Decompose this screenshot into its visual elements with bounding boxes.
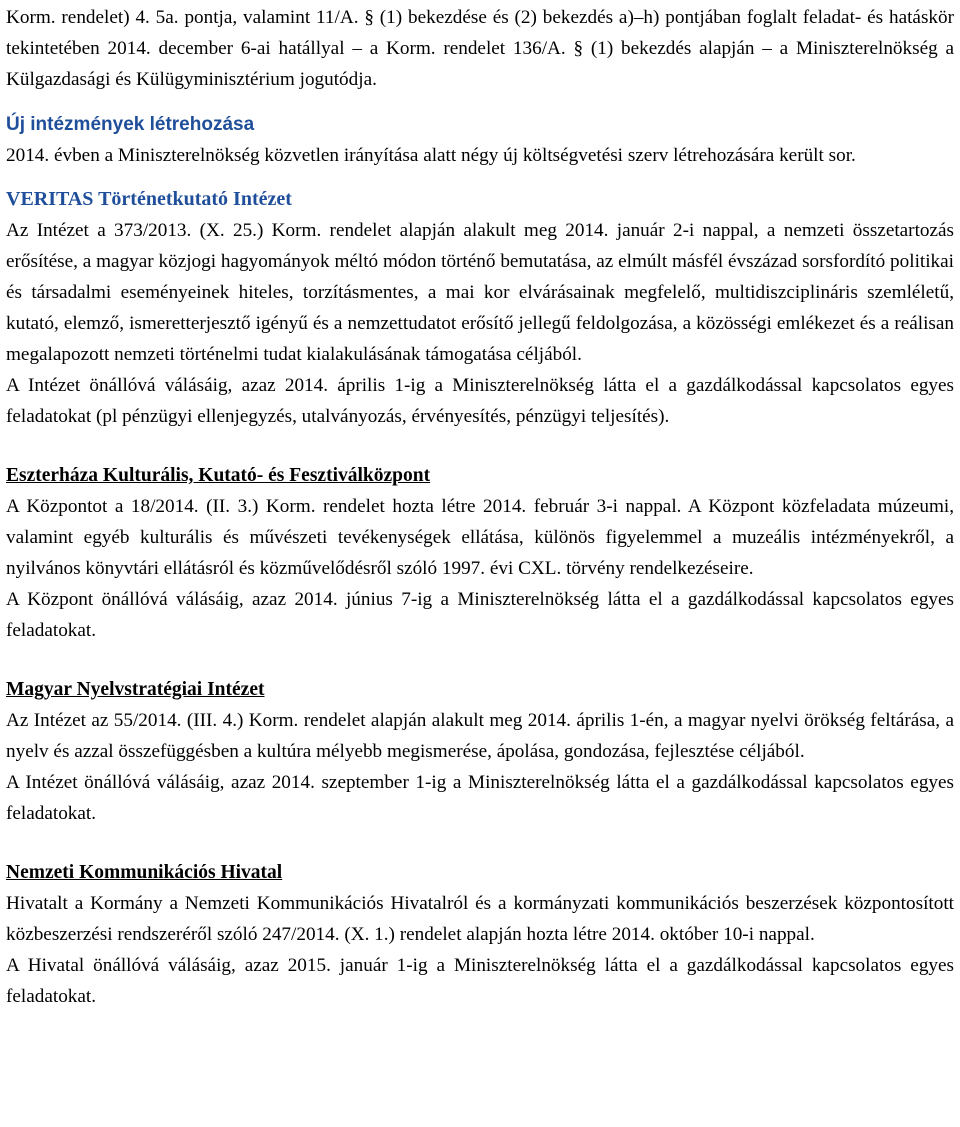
nyelvstrategiai-paragraph-1: Az Intézet az 55/2014. (III. 4.) Korm. rendelet alapján alakult meg 2014. április 1-én, a magyar nyelvi örökség feltárása, a nyelv és azzal összefüggésben a kultúra mélyebb megismerése, ápolása, gondozása, fejlesztése céljából. [6, 710, 954, 762]
section-heading-new-institutions: Új intézmények létrehozása [6, 114, 255, 135]
section-heading-nkoh: Nemzeti Kommunikációs Hivatal [6, 862, 283, 883]
veritas-paragraph-2: A Intézet önállóvá válásáig, azaz 2014. április 1-ig a Miniszterelnökség látta el a gazdálkodással kapcsolatos egyes feladatokat (pl pénzügyi ellenjegyzés, utalványozás, érvényesítés, pénzügyi teljesítés). [6, 375, 954, 427]
section-heading-veritas: VERITAS Történetkutató Intézet [6, 188, 292, 210]
new-institutions-paragraph: 2014. évben a Miniszterelnökség közvetlen irányítása alatt négy új költségvetési szerv létrehozására került sor. [6, 145, 856, 166]
intro-paragraph: Korm. rendelet) 4. 5a. pontja, valamint 11/A. § (1) bekezdése és (2) bekezdés a)–h) pontjában foglalt feladat- és hatáskör tekintetében 2014. december 6-ai hatállyal – a Korm. rendelet 136/A. § (1) bekezdés alapján – a Miniszterelnökség a Külgazdasági és Külügyminisztérium jogutódja. [6, 7, 954, 90]
eszterhaza-paragraph-1: A Központot a 18/2014. (II. 3.) Korm. rendelet hozta létre 2014. február 3-i nappal. A Központ közfeladata múzeumi, valamint egyéb kulturális és művészeti tevékenységek ellátása, különös figyelemmel a muzeális intézményekről, a nyilvános könyvtári ellátásról és közművelődésről szóló 1997. évi CXL. törvény rendelkezéseire. [6, 496, 954, 579]
nkoh-paragraph-2: A Hivatal önállóvá válásáig, azaz 2015. január 1-ig a Miniszterelnökség látta el a gazdálkodással kapcsolatos egyes feladatokat. [6, 955, 954, 1007]
section-heading-nyelvstrategiai: Magyar Nyelvstratégiai Intézet [6, 679, 265, 700]
nyelvstrategiai-paragraph-2: A Intézet önállóvá válásáig, azaz 2014. szeptember 1-ig a Miniszterelnökség látta el a gazdálkodással kapcsolatos egyes feladatokat. [6, 772, 954, 824]
nkoh-paragraph-1: Hivatalt a Kormány a Nemzeti Kommunikációs Hivatalról és a kormányzati kommunikációs beszerzések központosított közbeszerzési rendszeréről szóló 247/2014. (X. 1.) rendelet alapján hozta létre 2014. október 10-i nappal. [6, 893, 954, 945]
section-heading-eszterhaza: Eszterháza Kulturális, Kutató- és Fesztiválközpont [6, 465, 431, 486]
document-page [0, 2, 960, 1127]
eszterhaza-paragraph-2: A Központ önállóvá válásáig, azaz 2014. június 7-ig a Miniszterelnökség látta el a gazdálkodással kapcsolatos egyes feladatokat. [6, 589, 954, 641]
veritas-paragraph-1: Az Intézet a 373/2013. (X. 25.) Korm. rendelet alapján alakult meg 2014. január 2-i nappal, a nemzeti összetartozás erősítése, a magyar közjogi hagyományok méltó módon történő bemutatása, az elmúlt másfél évszázad sorsfordító politikai és társadalmi eseményeinek hiteles, torzításmentes, a mai kor elvárásainak megfelelő, multidiszciplináris szemléletű, kutató, elemző, ismeretterjesztő igényű és a nemzettudatot erősítő jellegű feldolgozása, a közösségi emlékezet és a reálisan megalapozott nemzeti történelmi tudat kialakulásának támogatása céljából. [6, 220, 954, 365]
